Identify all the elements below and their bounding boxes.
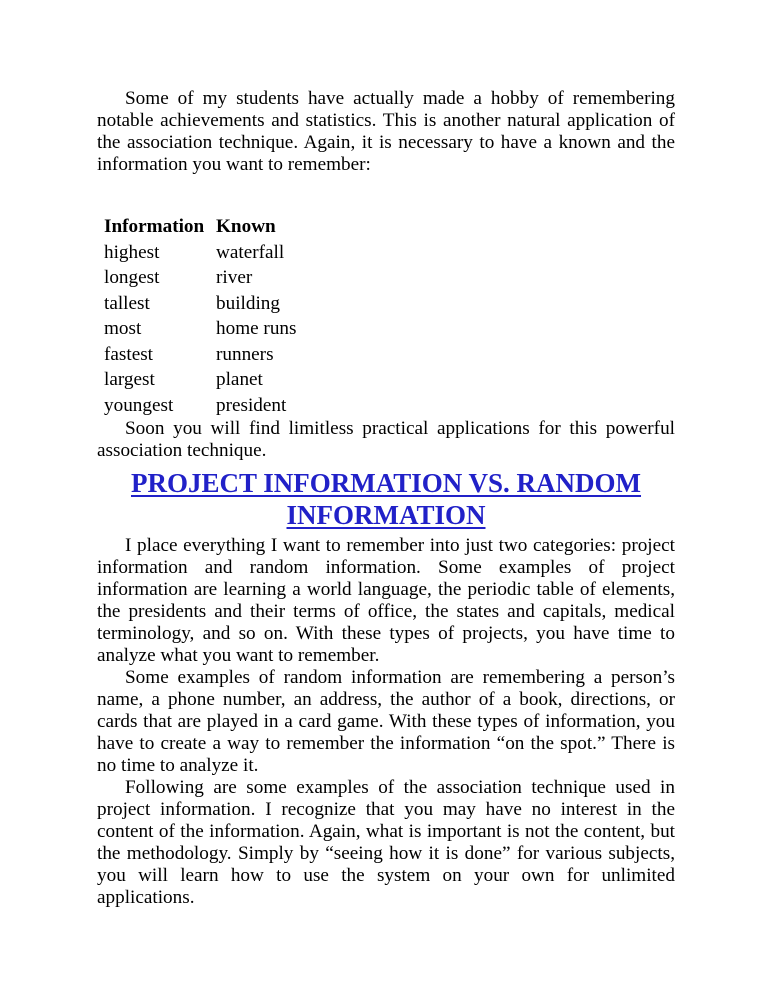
header-information: Information [104,216,205,237]
table-cell-information: most [104,318,142,339]
table-cell-information: largest [104,369,155,390]
section-paragraph: Following are some examples of the association technique used in project information. I recognize that you may have no interest in the content of the information. Again, what is important is not the content, but the methodology. Simply by “seeing how it is done” for various subjects, you will learn how to use the system on your own for unlimited applications. [97,777,675,908]
header-known: Known [216,216,276,237]
table-cell-known: building [216,292,280,314]
table-row [104,265,296,291]
table-cell-known: home runs [216,318,297,339]
table-cell-information: fastest [104,343,154,365]
intro-paragraph: Some of my students have actually made a hobby of remembering notable achievements and statistics. This is another natural application of the association technique. Again, it is necessary to have a known and the information you want to remember: [97,88,675,175]
table-row [104,342,296,368]
after-table-paragraph: Soon you will find limitless practical applications for this powerful association technique. [97,418,675,461]
table-row [104,291,296,317]
table-cell-known: planet [216,369,263,390]
section-paragraph: Some examples of random information are remembering a person’s name, a phone number, an address, the author of a book, directions, or cards that are played in a card game. With these types of information, you have to create a way to remember the information “on the spot.” There is no time to analyze it. [97,667,675,776]
table-row [104,367,296,393]
section-paragraph: I place everything I want to remember into just two categories: project information and random information. Some examples of project information are learning a world language, the periodic table of elements, the presidents and their terms of office, the states and capitals, medical terminology, and so on. With these types of projects, you have time to analyze what you want to remember. [97,535,675,666]
table-cell-information: youngest [104,394,174,416]
table-row [104,316,296,342]
section-title-line2: INFORMATION [286,500,486,530]
table-row [104,393,296,419]
table-cell-information: highest [104,241,160,263]
association-table [104,214,296,418]
table-cell-information: longest [104,267,160,288]
table-cell-known: river [216,267,253,288]
table-cell-information: tallest [104,292,150,314]
table-row [104,240,296,266]
table-cell-known: waterfall [216,241,285,263]
table-cell-known: runners [216,343,274,365]
table-header-row [104,214,296,240]
table-cell-known: president [216,394,287,416]
section-title [97,467,675,531]
section-title-line1: PROJECT INFORMATION VS. RANDOM [130,468,642,498]
